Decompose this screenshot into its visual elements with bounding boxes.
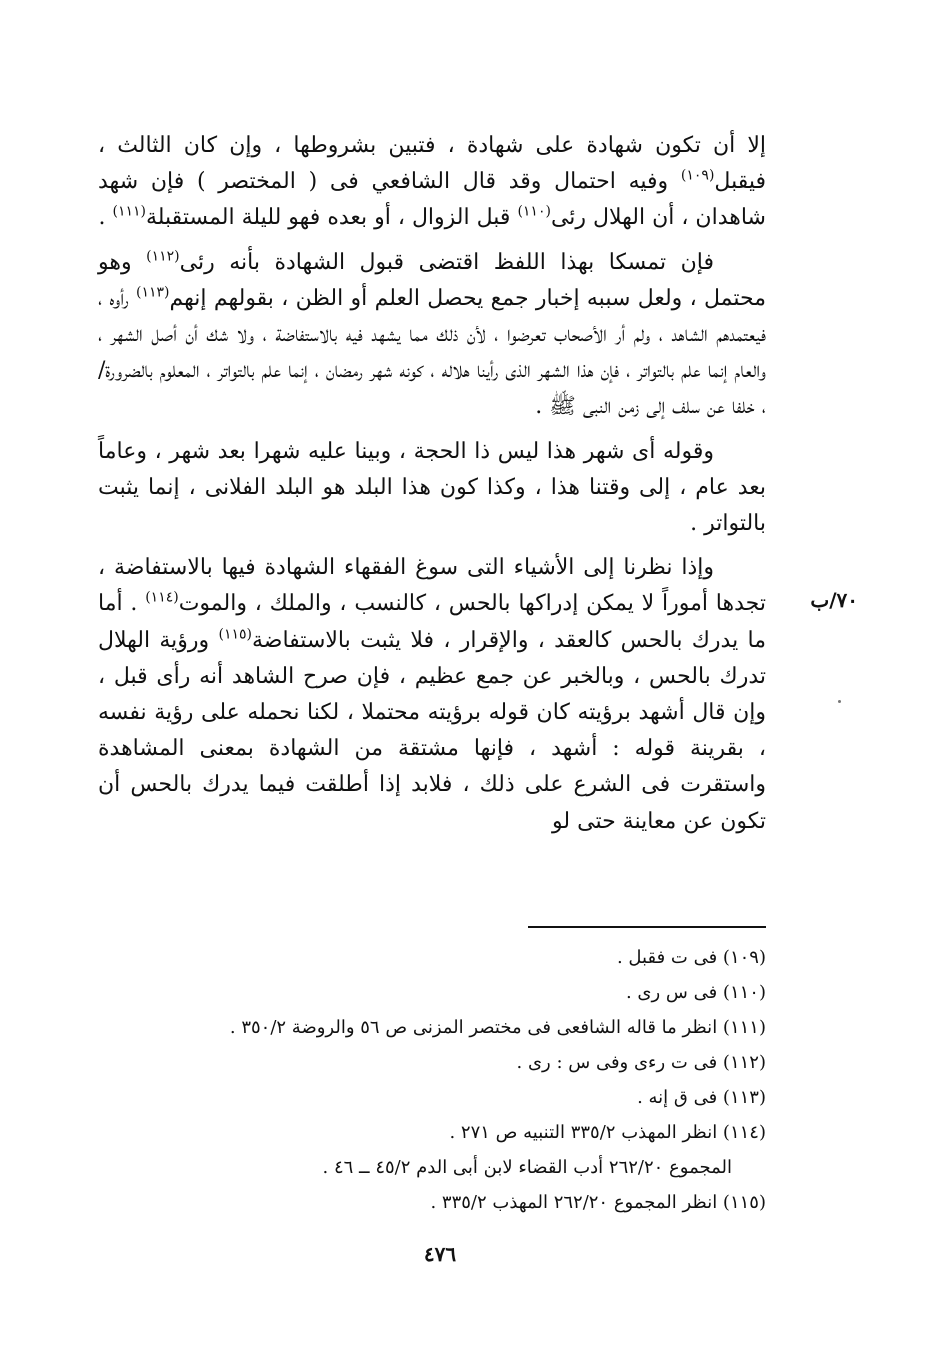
text-run: إلا أن تكون شهادة على شهادة ، فتبين بشروطها ، وإن كان الثالث ، فيقبل xyxy=(98,133,766,195)
text-run: قبل الزوال ، أو بعده فهو لليلة المستقبلة xyxy=(145,205,518,231)
footnote-109: (١٠٩) فى ت فقبل . xyxy=(616,947,766,968)
page-number: ٤٧٦ xyxy=(423,1242,457,1266)
footnote-marker-114: (١١٤) xyxy=(145,590,179,607)
footnote-113: (١١٣) فى ق إنه . xyxy=(637,1087,766,1108)
text-run: ورؤية الهلال تدرك بالحس ، وبالخبر عن جمع عظيم ، فإن صرح الشاهد أنه رأى قبل ، وإن قال أشهد برؤيته كان قوله برؤيته محتملا ، لكنا نحمله على رؤية نفسه ، بقرينة قوله : أشهد ، فإنها مشتقة من الشهادة بمعنى المشاهدة واستقرت فى الشرع على ذلك ، فلابد إذا أطلقت فيما يدرك بالحس أن تكون عن معاينة حتى لو xyxy=(98,627,766,834)
footnote-marker-113: (١١٣) xyxy=(136,284,170,301)
text-run: . xyxy=(98,205,113,231)
paragraph-4 xyxy=(98,550,766,840)
footnote-marker-110: (١١٠) xyxy=(517,204,551,221)
footnote-112: (١١٢) فى ت رءى وفى س : رى . xyxy=(516,1052,766,1073)
footnote-110: (١١٠) فى س رى . xyxy=(625,982,766,1003)
paragraph-2 xyxy=(98,245,766,426)
footnote-115: (١١٥) انظر المجموع ٢٦٢/٢٠ المهذب ٣٣٥/٢ . xyxy=(430,1192,766,1213)
manuscript-folio-reference: ٧٠/ب xyxy=(810,588,858,612)
footnote-marker-111: (١١١) xyxy=(112,204,146,221)
text-run: رأوه ، فيعتمدهم الشاهد ، ولم أر الأصحاب تعرضوا ، لأن ذلك مما يشهد فيه بالاستفاضة ، ولا شك أن أصل الشهر ، والعام إنما علم بالتواتر ، فإن هذا الشهر الذى رأينا هلاله ، كونه شهر رمضان ، إنما علم بالتواتر ، المعلوم بالضرورة/ ، خلفا عن سلف إلى زمن النبى ﷺ . xyxy=(98,285,766,420)
footnotes xyxy=(150,940,766,1220)
margin-dot xyxy=(838,700,841,703)
text-run: . أما ما يدرك بالحس كالعقد ، والإقرار ، فلا يثبت بالاستفاضة xyxy=(98,591,767,653)
footnote-114-continuation: المجموع ٢٦٢/٢٠ أدب القضاء لابن أبى الدم ٤٥/٢ ــ ٤٦ . xyxy=(322,1157,732,1178)
footnote-111: (١١١) انظر ما قاله الشافعى فى مختصر المزنى ص ٥٦ والروضة ٣٥٠/٢ . xyxy=(229,1017,766,1038)
text-run: وهو محتمل ، ولعل سببه إخبار جمع يحصل العلم أو الظن ، بقولهم إنهم xyxy=(98,249,766,311)
main-text xyxy=(98,128,766,848)
paragraph-3 xyxy=(98,434,766,543)
text-run: وقوله أى شهر هذا ليس ذا الحجة ، وبينا عليه شهرا بعد شهر ، وعاماً بعد عام ، إلى وقتنا هذا ، وكذا كون هذا البلد هو البلد الفلانى ، إنما يثبت بالتواتر . xyxy=(98,438,766,537)
text-run: وفيه احتمال وقد قال الشافعي فى ( المختصر ) فإن شهد شاهدان ، أن الهلال رئى xyxy=(98,169,766,231)
footnote-114: (١١٤) انظر المهذب ٣٣٥/٢ التنبيه ص ٢٧١ . xyxy=(449,1122,766,1143)
paragraph-1 xyxy=(98,128,766,237)
text-run: وإذا نظرنا إلى الأشياء التى سوغ الفقهاء الشهادة فيها بالاستفاضة ، تجدها أموراً لا يمكن إدراكها بالحس ، كالنسب ، والملك ، والموت xyxy=(98,555,766,617)
footnote-marker-112: (١١٢) xyxy=(146,248,180,265)
text-run: فإن تمسكا بهذا اللفظ اقتضى قبول الشهادة بأنه رئى xyxy=(179,249,714,275)
footnote-marker-109: (١٠٩) xyxy=(680,167,715,184)
footnote-marker-115: (١١٥) xyxy=(218,626,252,643)
footnote-separator xyxy=(528,926,766,928)
